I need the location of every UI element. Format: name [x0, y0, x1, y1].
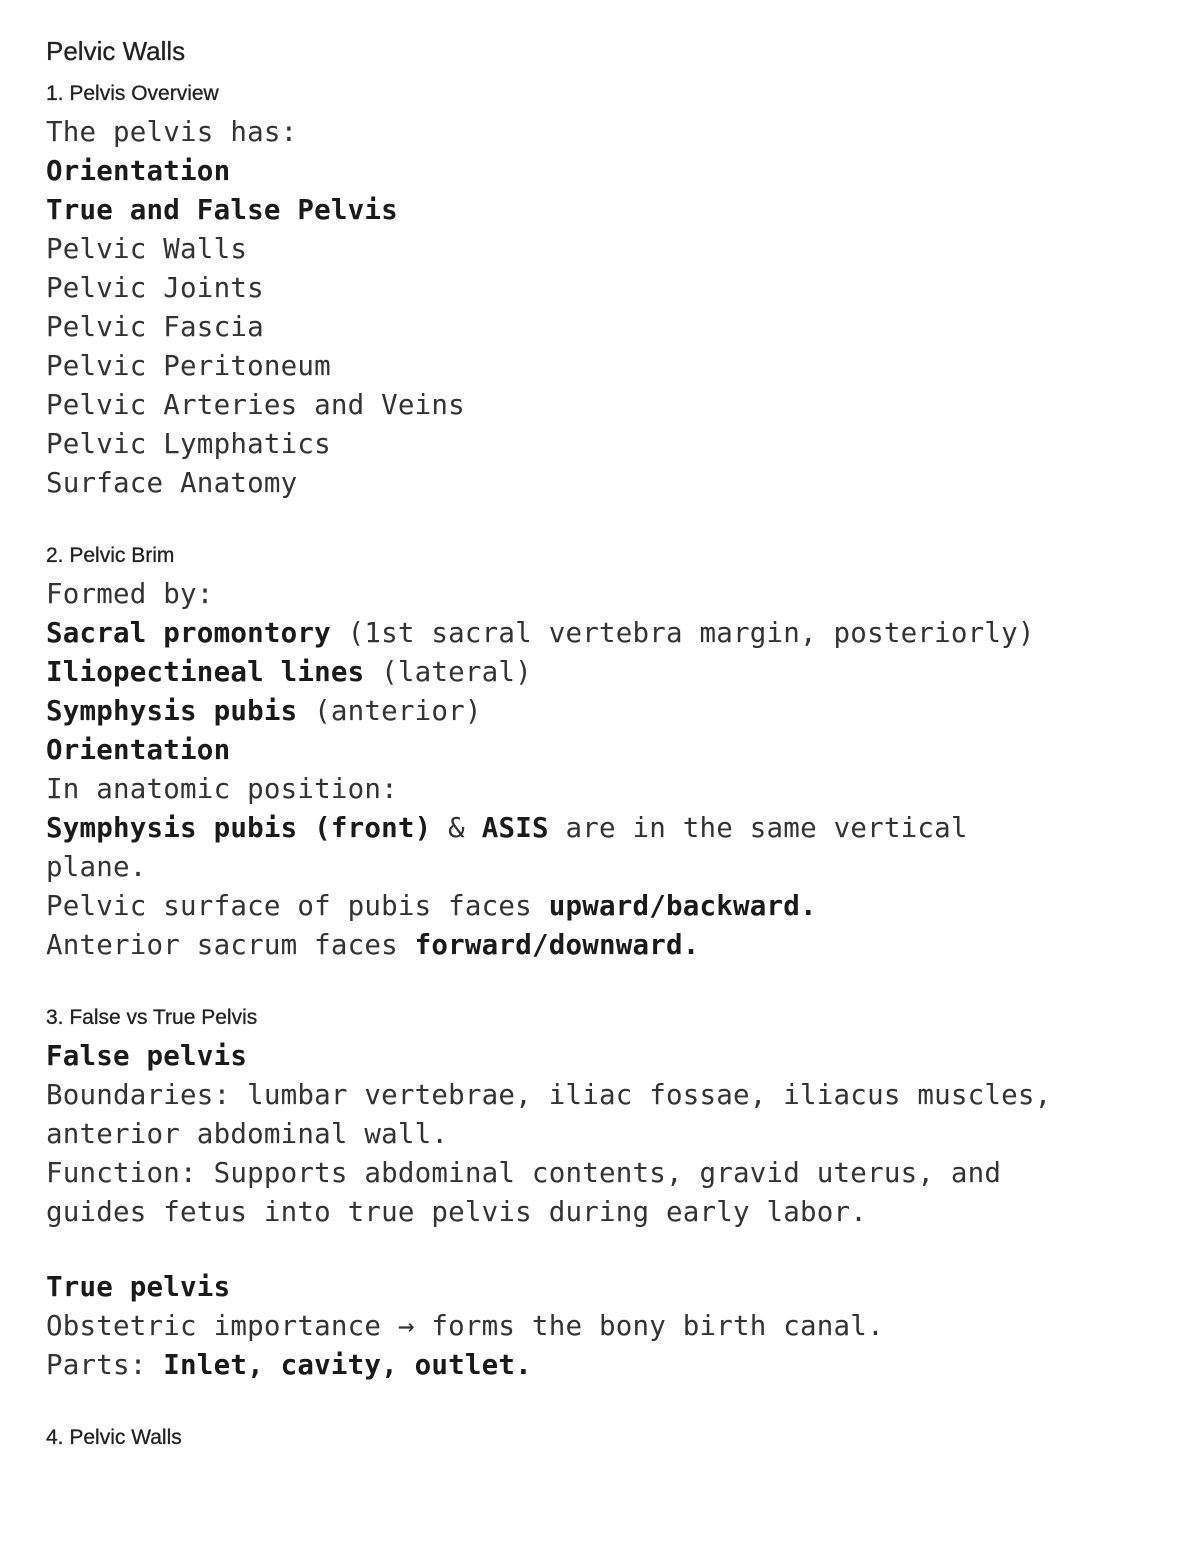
orientation-text: &: [431, 812, 482, 844]
orientation-line: [46, 809, 968, 848]
overview-intro: The pelvis has:: [46, 116, 298, 148]
orientation-text: are in the same vertical: [548, 812, 968, 844]
overview-item: Pelvic Peritoneum: [46, 350, 331, 382]
document-title: Pelvic Walls: [46, 36, 186, 66]
section-heading-false-vs-true: 3. False vs True Pelvis: [46, 1006, 258, 1029]
false-pelvis-line: Function: Supports abdominal contents, gravid uterus, and: [46, 1157, 1002, 1189]
brim-note: (anterior): [297, 695, 482, 727]
false-pelvis-line: Boundaries: lumbar vertebrae, iliac fossae, iliacus muscles,: [46, 1079, 1052, 1111]
brim-term: Symphysis pubis: [46, 695, 298, 727]
orientation-line: [46, 926, 700, 965]
true-pelvis-bold: Inlet, cavity, outlet.: [163, 1349, 532, 1381]
overview-item: Orientation: [46, 155, 231, 187]
overview-item: Pelvic Walls: [46, 233, 248, 265]
section-heading-pelvis-overview: 1. Pelvis Overview: [46, 82, 219, 105]
brim-term: Iliopectineal lines: [46, 656, 365, 688]
overview-item: Pelvic Fascia: [46, 311, 264, 343]
overview-item: Pelvic Lymphatics: [46, 428, 331, 460]
section-heading-pelvic-brim: 2. Pelvic Brim: [46, 544, 175, 567]
false-pelvis-line: guides fetus into true pelvis during early labor.: [46, 1196, 868, 1228]
brim-item: [46, 614, 1035, 653]
orientation-line-continued: plane.: [46, 851, 147, 883]
orientation-bold: ASIS: [481, 812, 549, 844]
brim-note: (1st sacral vertebra margin, posteriorly): [330, 617, 1035, 649]
false-pelvis-line: anterior abdominal wall.: [46, 1118, 449, 1150]
true-pelvis-line: [46, 1346, 532, 1385]
overview-item: Pelvic Arteries and Veins: [46, 389, 465, 421]
overview-item: Pelvic Joints: [46, 272, 264, 304]
brim-note: (lateral): [364, 656, 532, 688]
section-heading-pelvic-walls: 4. Pelvic Walls: [46, 1426, 182, 1449]
brim-intro: Formed by:: [46, 578, 214, 610]
orientation-bold: forward/downward.: [414, 929, 700, 961]
brim-term: Sacral promontory: [46, 617, 331, 649]
orientation-bold: upward/backward.: [548, 890, 817, 922]
orientation-text: Pelvic surface of pubis faces: [46, 890, 549, 922]
brim-item: [46, 653, 532, 692]
true-pelvis-heading: True pelvis: [46, 1271, 231, 1303]
orientation-intro: In anatomic position:: [46, 773, 398, 805]
true-pelvis-line: Obstetric importance → forms the bony birth canal.: [46, 1310, 884, 1342]
true-pelvis-text: Parts:: [46, 1349, 164, 1381]
overview-item: Surface Anatomy: [46, 467, 298, 499]
orientation-heading: Orientation: [46, 734, 231, 766]
orientation-text: Anterior sacrum faces: [46, 929, 415, 961]
orientation-line: [46, 887, 817, 926]
brim-item: [46, 692, 482, 731]
overview-item: True and False Pelvis: [46, 194, 398, 226]
false-pelvis-heading: False pelvis: [46, 1040, 248, 1072]
orientation-bold: Symphysis pubis (front): [46, 812, 432, 844]
